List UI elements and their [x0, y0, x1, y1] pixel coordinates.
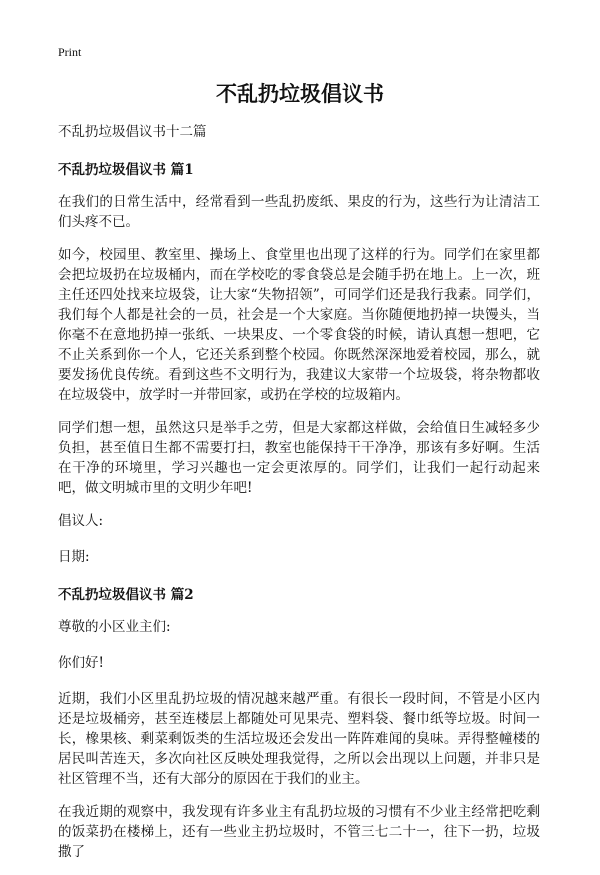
print-label[interactable]: Print — [58, 45, 82, 59]
paragraph: 在我们的日常生活中，经常看到一些乱扔废纸、果皮的行为，这些行为让清洁工们头疼不已。 — [58, 194, 540, 230]
hello-line: 你们好! — [58, 655, 104, 671]
paragraph: 近期，我们小区里乱扔垃圾的情况越来越严重。有很长一段时间，不管是小区内还是垃圾桶旁，甚至连楼层上都随处可见果壳、塑料袋、餐巾纸等垃圾。时间一长，橡果核、剩菜剩饭类的生活垃圾还会发出一阵阵难闻的臭味。弄得整幢楼的居民叫苦连天，多次向社区反映处理我觉得，之所以会出现以上问题，并非只是社区管理不当，还有大部分的原因在于我们的业主。 — [58, 691, 540, 787]
paragraph: 在我近期的观察中，我发现有许多业主有乱扔垃圾的习惯有不少业主经常把吃剩的饭菜扔在楼梯上，还有一些业主扔垃圾时，不管三七二十一，往下一扔，垃圾撒了 — [58, 804, 540, 860]
document-subtitle: 不乱扔垃圾倡议书十二篇 — [58, 124, 207, 140]
paragraph: 同学们想一想，虽然这只是举手之劳，但是大家都这样做，会给值日生减轻多少负担，甚至值日生都不需要打扫，教室也能保持干干净净，那该有多好啊。生活在干净的环境里，学习兴趣也一定会更浓厚的。同学们，让我们一起行动起来吧，做文明城市里的文明少年吧! — [58, 420, 540, 496]
section-heading-1: 不乱扔垃圾倡议书 篇1 — [58, 162, 194, 178]
page-title: 不乱扔垃圾倡议书 — [216, 81, 384, 106]
initiator-line: 倡议人: — [58, 513, 104, 529]
document-body — [58, 120, 540, 875]
section-heading-2: 不乱扔垃圾倡议书 篇2 — [58, 587, 194, 603]
paragraph: 如今，校园里、教室里、操场上、食堂里也出现了这样的行为。同学们在家里都会把垃圾扔在垃圾桶内，而在学校吃的零食袋总是会随手扔在地上。上一次，班主任还四处找来垃圾袋，让大家“失物招领”，可同学们还是我行我素。同学们，我们每个人都是社会的一员，社会是一个大家庭。当你随便地扔掉一块馒头，当你毫不在意地扔掉一张纸、一块果皮、一个零食袋的时候，请认真想一想吧，它不止关系到你一个人，它还关系到整个校园。你既然深深地爱着校园，那么，就要发扬优良传统。看到这些不文明行为，我建议大家带一个垃圾袋，将杂物都收在垃圾袋中，放学时一并带回家，或扔在学校的垃圾箱内。 — [58, 247, 540, 403]
date-line: 日期: — [58, 549, 90, 565]
greeting-line: 尊敬的小区业主们: — [58, 619, 171, 635]
